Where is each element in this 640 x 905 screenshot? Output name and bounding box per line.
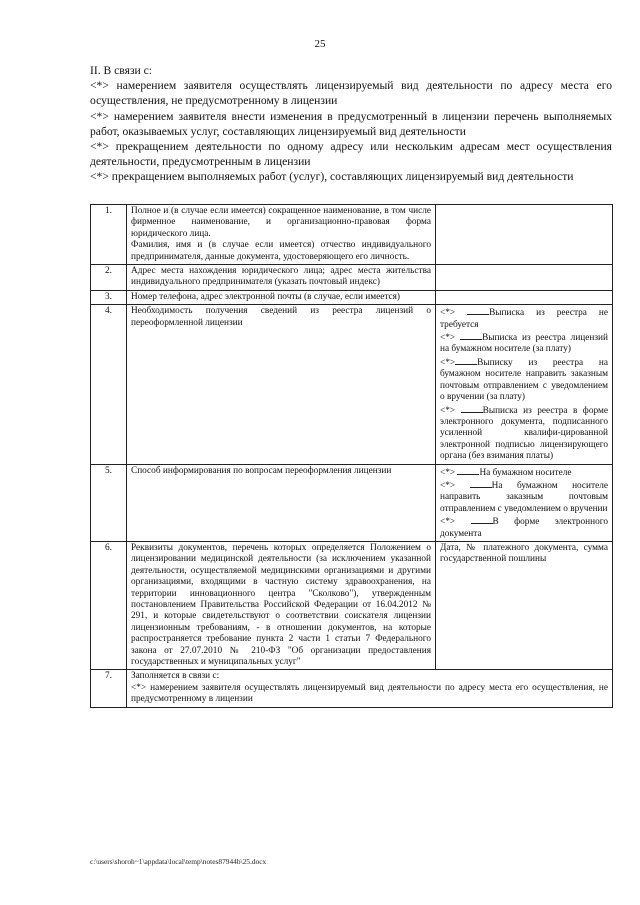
intro-item: <*> намерением заявителя внести изменения в предусмотренный в лицензии перечень выполняемых работ, оказываемых услуг, составляющих лицензируемый вид деятельности bbox=[90, 109, 612, 138]
row-description bbox=[127, 205, 436, 265]
option-marker: <*> bbox=[440, 405, 456, 416]
option-checkbox[interactable] bbox=[440, 466, 608, 479]
intro-heading: II. В связи с: bbox=[90, 64, 152, 77]
option-checkbox[interactable] bbox=[440, 356, 608, 404]
row-description bbox=[127, 305, 436, 464]
row-description bbox=[127, 265, 436, 291]
description-line: Необходимость получения сведений из реестра лицензий о переоформленной лицензии bbox=[131, 306, 431, 328]
table-row bbox=[91, 205, 613, 265]
option-checkbox[interactable] bbox=[440, 306, 608, 331]
table-row bbox=[91, 670, 613, 707]
description-line: Реквизиты документов, перечень которых определяется Положением о лицензировании медицинской деятельности (за исключением указанной деятельности, осуществляемой медицинскими организациями и другими организациями, входящими в частную систему здравоохранения, на территории инновационного центра "Сколково"), утвержденным постановлением Правительства Российской Федерации от 16.04.2012 № 291, и которые свидетельствуют о соответствии соискателя лицензии лицензионным требованиям, - в отношении документов, на которые распространяется требование пункта 2 части 1 статьи 7 Федерального закона от 27.07.2010 № 210-ФЗ "Об организации предоставления государственных и муниципальных услуг" bbox=[131, 542, 431, 668]
row-number: 1. bbox=[91, 205, 127, 265]
option-label: Выписка из реестра лицензий на бумажном носителе (за плату) bbox=[440, 333, 608, 355]
option-marker: <*> bbox=[440, 357, 456, 368]
intro-section bbox=[90, 63, 612, 185]
page-number: 25 bbox=[314, 38, 326, 50]
description-line: Адрес места нахождения юридического лица; адрес места жительства индивидуального предпринимателя (указать почтовый индекс) bbox=[131, 266, 431, 288]
table-row bbox=[91, 265, 613, 291]
option-marker: <*> bbox=[440, 333, 456, 344]
option-checkbox[interactable] bbox=[440, 479, 608, 515]
row-number: 4. bbox=[91, 305, 127, 464]
option-label: На бумажном носителе bbox=[479, 467, 572, 478]
table-row bbox=[91, 541, 613, 669]
description-line: Фамилия, имя и (в случае если имеется) отчество индивидуального предпринимателя, данные документа, удостоверяющего его личность. bbox=[131, 240, 431, 262]
option-blank[interactable] bbox=[461, 404, 483, 413]
option-checkbox[interactable] bbox=[440, 515, 608, 540]
option-blank[interactable] bbox=[455, 356, 477, 365]
option-marker: <*> bbox=[440, 480, 456, 491]
row-value-field[interactable] bbox=[436, 541, 613, 669]
table-row bbox=[91, 464, 613, 541]
table-row bbox=[91, 305, 613, 464]
intro-item: <*> прекращением деятельности по одному адресу или нескольким адресам мест осуществления деятельности, предусмотренным в лицензии bbox=[90, 140, 612, 169]
option-blank[interactable] bbox=[467, 306, 489, 315]
option-label: Выписку из реестра на бумажном носителе направить заказным почтовым отправлением с уведомлением о вручении (за плату) bbox=[440, 357, 608, 403]
row-description bbox=[127, 670, 613, 707]
row-number: 2. bbox=[91, 265, 127, 291]
option-marker: <*> bbox=[440, 517, 456, 528]
option-checkbox[interactable] bbox=[440, 404, 608, 463]
row-description bbox=[127, 541, 436, 669]
file-path-footer: c:\users\shoroh~1\appdata\local\temp\notes87944b\25.docx bbox=[90, 857, 267, 866]
option-marker: <*> bbox=[440, 467, 456, 478]
table-row bbox=[91, 290, 613, 304]
row-value-field[interactable] bbox=[436, 205, 613, 265]
intro-item: <*> намерением заявителя осуществлять лицензируемый вид деятельности по адресу места его осуществления, не предусмотренному в лицензии bbox=[90, 79, 612, 108]
option-marker: <*> bbox=[440, 308, 456, 319]
row-description bbox=[127, 290, 436, 304]
description-line: Полное и (в случае если имеется) сокращенное наименование, в том числе фирменное наименование, и организационно-правовая форма юридического лица. bbox=[131, 206, 431, 239]
row-number: 3. bbox=[91, 290, 127, 304]
option-blank[interactable] bbox=[457, 466, 479, 475]
row-number: 5. bbox=[91, 464, 127, 541]
description-line: Способ информирования по вопросам переоформления лицензии bbox=[131, 465, 392, 476]
option-blank[interactable] bbox=[471, 515, 493, 524]
description-line: <*> намерением заявителя осуществлять лицензируемый вид деятельности по адресу места его осуществления, не предусмотренному в лицензии bbox=[131, 682, 608, 705]
description-line: Заполняется в связи с: bbox=[131, 671, 220, 682]
option-label: На бумажном носителе направить заказным почтовым отправлением с уведомлением о вручении bbox=[440, 480, 608, 514]
option-label: Выписка из реестра не требуется bbox=[440, 308, 608, 330]
intro-item: <*> прекращением выполняемых работ (услуг), составляющих лицензируемый вид деятельности bbox=[90, 170, 574, 184]
row-number: 6. bbox=[91, 541, 127, 669]
description-line: Номер телефона, адрес электронной почты (в случае, если имеется) bbox=[131, 291, 401, 302]
row-number: 7. bbox=[91, 670, 127, 707]
option-checkbox[interactable] bbox=[440, 331, 608, 356]
row-value-field[interactable] bbox=[436, 265, 613, 291]
option-blank[interactable] bbox=[460, 331, 482, 340]
row-options bbox=[436, 305, 613, 464]
row-value-field[interactable] bbox=[436, 290, 613, 304]
row-description bbox=[127, 464, 436, 541]
option-label: В форме электронного документа bbox=[440, 517, 609, 539]
value-hint: Дата, № платежного документа, сумма государственной пошлины bbox=[440, 542, 608, 565]
option-blank[interactable] bbox=[470, 479, 492, 488]
row-options bbox=[436, 464, 613, 541]
option-label: Выписка из реестра в форме электронного документа, подписанного усиленной квалифи-цированной электронной подписью лицензирующего органа (без взимания платы) bbox=[440, 405, 608, 462]
application-table bbox=[90, 204, 613, 708]
